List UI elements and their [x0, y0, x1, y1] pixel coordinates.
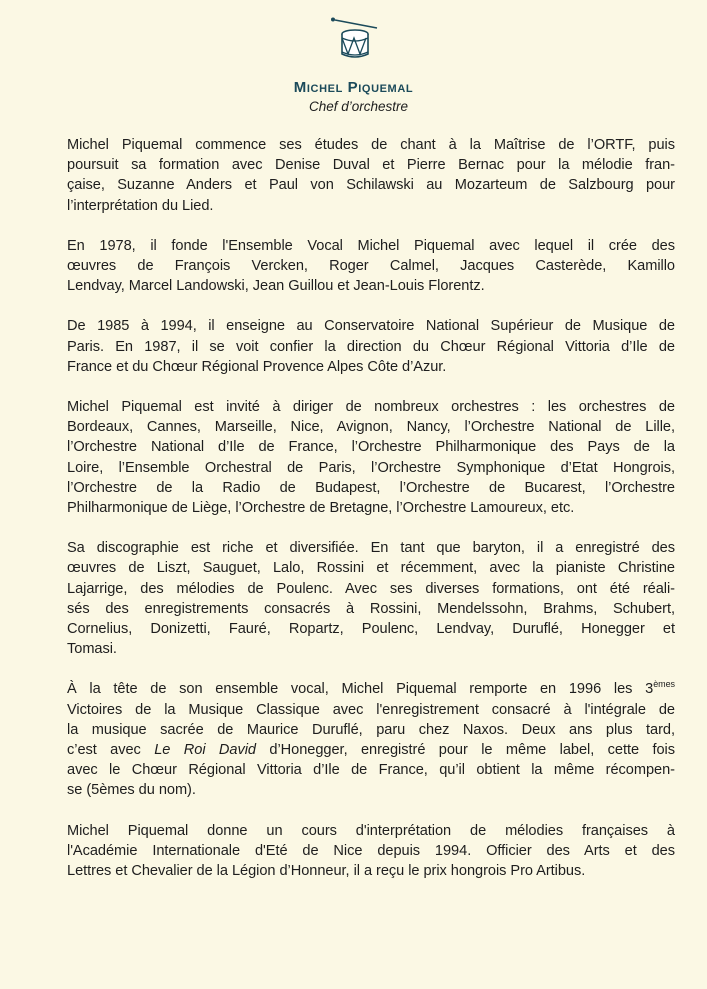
text-line: l’Orchestre de la Radio de Budapest, l’Orchestre de Bucarest, l’Orchestre [67, 479, 675, 496]
text-line: Tomasi. [67, 641, 117, 658]
header [0, 78, 707, 116]
text-line: l’interprétation du Lied. [67, 197, 214, 214]
text-line: Bordeaux, Cannes, Marseille, Nice, Avignon, Nancy, l’Orchestre National de Lille, [67, 419, 675, 436]
text-line: poursuit sa formation avec Denise Duval et Pierre Bernac pour la mélodie fran- [67, 157, 675, 174]
text-line: çaise, Suzanne Anders et Paul von Schilawski au Mozarteum de Salzbourg pour [67, 177, 675, 194]
text-line: sés des enregistrements consacrés à Rossini, Mendelssohn, Brahms, Schubert, [67, 600, 675, 617]
text-line: la musique sacrée de Maurice Duruflé, paru chez Naxos. Deux ans plus tard, [67, 721, 675, 738]
paragraph-7 [67, 821, 675, 882]
text-line: se (5èmes du nom). [67, 782, 196, 799]
text-line: Lajarrige, des mélodies de Poulenc. Avec ses diverses formations, ont été réali- [67, 580, 675, 597]
paragraph-5 [67, 538, 675, 659]
text-line: l'Académie Internationale d'Eté de Nice depuis 1994. Officier des Arts et des [67, 842, 675, 859]
text-line: En 1978, il fonde l'Ensemble Vocal Michel Piquemal avec lequel il crée des [67, 237, 675, 254]
text-line: Michel Piquemal donne un cours d'interprétation de mélodies françaises à [67, 822, 675, 839]
text-line: France et du Chœur Régional Provence Alpes Côte d’Azur. [67, 358, 447, 375]
text-line [67, 679, 675, 699]
text-line: œuvres de François Vercken, Roger Calmel, Jacques Casterède, Kamillo [67, 258, 675, 275]
paragraph-6 [67, 679, 675, 800]
paragraph-2 [67, 236, 675, 297]
text-segment: c’est avec [67, 742, 155, 759]
text-line: l’Orchestre National d’Ile de France, l’Orchestre Philharmonique des Pays de la [67, 439, 675, 456]
paragraph-4 [67, 397, 675, 518]
text-line: Lendvay, Marcel Landowski, Jean Guillou et Jean-Louis Florentz. [67, 278, 485, 295]
text-line: Loire, l’Ensemble Orchestral de Paris, l’Orchestre Symphonique d’Etat Hongrois, [67, 459, 675, 476]
drum-icon [325, 14, 385, 64]
text-line: Cornelius, Donizetti, Fauré, Ropartz, Poulenc, Lendvay, Duruflé, Honegger et [67, 621, 675, 638]
paragraph-3 [67, 316, 675, 377]
superscript: èmes [653, 679, 675, 690]
text-line: Michel Piquemal commence ses études de chant à la Maîtrise de l’ORTF, puis [67, 137, 675, 153]
text-line: De 1985 à 1994, il enseigne au Conservatoire National Supérieur de Musique de [67, 318, 675, 335]
person-role: Chef d’orchestre [308, 99, 409, 114]
text-line: œuvres de Liszt, Sauguet, Lalo, Rossini et récemment, avec la pianiste Christine [67, 560, 675, 577]
text-line [67, 740, 675, 760]
person-name: Michel Piquemal [293, 79, 414, 96]
work-title: Le Roi David [154, 742, 256, 759]
text-line: Lettres et Chevalier de la Légion d’Honneur, il a reçu le prix hongrois Pro Artibus. [67, 863, 586, 880]
text-line: avec le Chœur Régional Vittoria d’Ile de France, qu’il obtient la même récompen- [67, 762, 675, 779]
text-line: Philharmonique de Liège, l’Orchestre de Bretagne, l’Orchestre Lamoureux, etc. [67, 500, 575, 517]
text-segment: À la tête de son ensemble vocal, Michel Piquemal remporte en 1996 les 3 [67, 681, 654, 698]
text-line: Michel Piquemal est invité à diriger de nombreux orchestres : les orchestres de [67, 399, 675, 416]
paragraph-1 [67, 135, 675, 216]
text-line: Sa discographie est riche et diversifiée. En tant que baryton, il a enregistré des [67, 540, 675, 557]
text-line: Paris. En 1987, il se voit confier la direction du Chœur Régional Vittoria d’Ile de [67, 338, 675, 355]
text-line: Victoires de la Musique Classique avec l'enregistrement consacré à l'intégrale de [67, 701, 675, 718]
text-segment: d’Honegger, enregistré pour le même label, cette fois [256, 742, 675, 759]
biography-text [67, 135, 675, 901]
